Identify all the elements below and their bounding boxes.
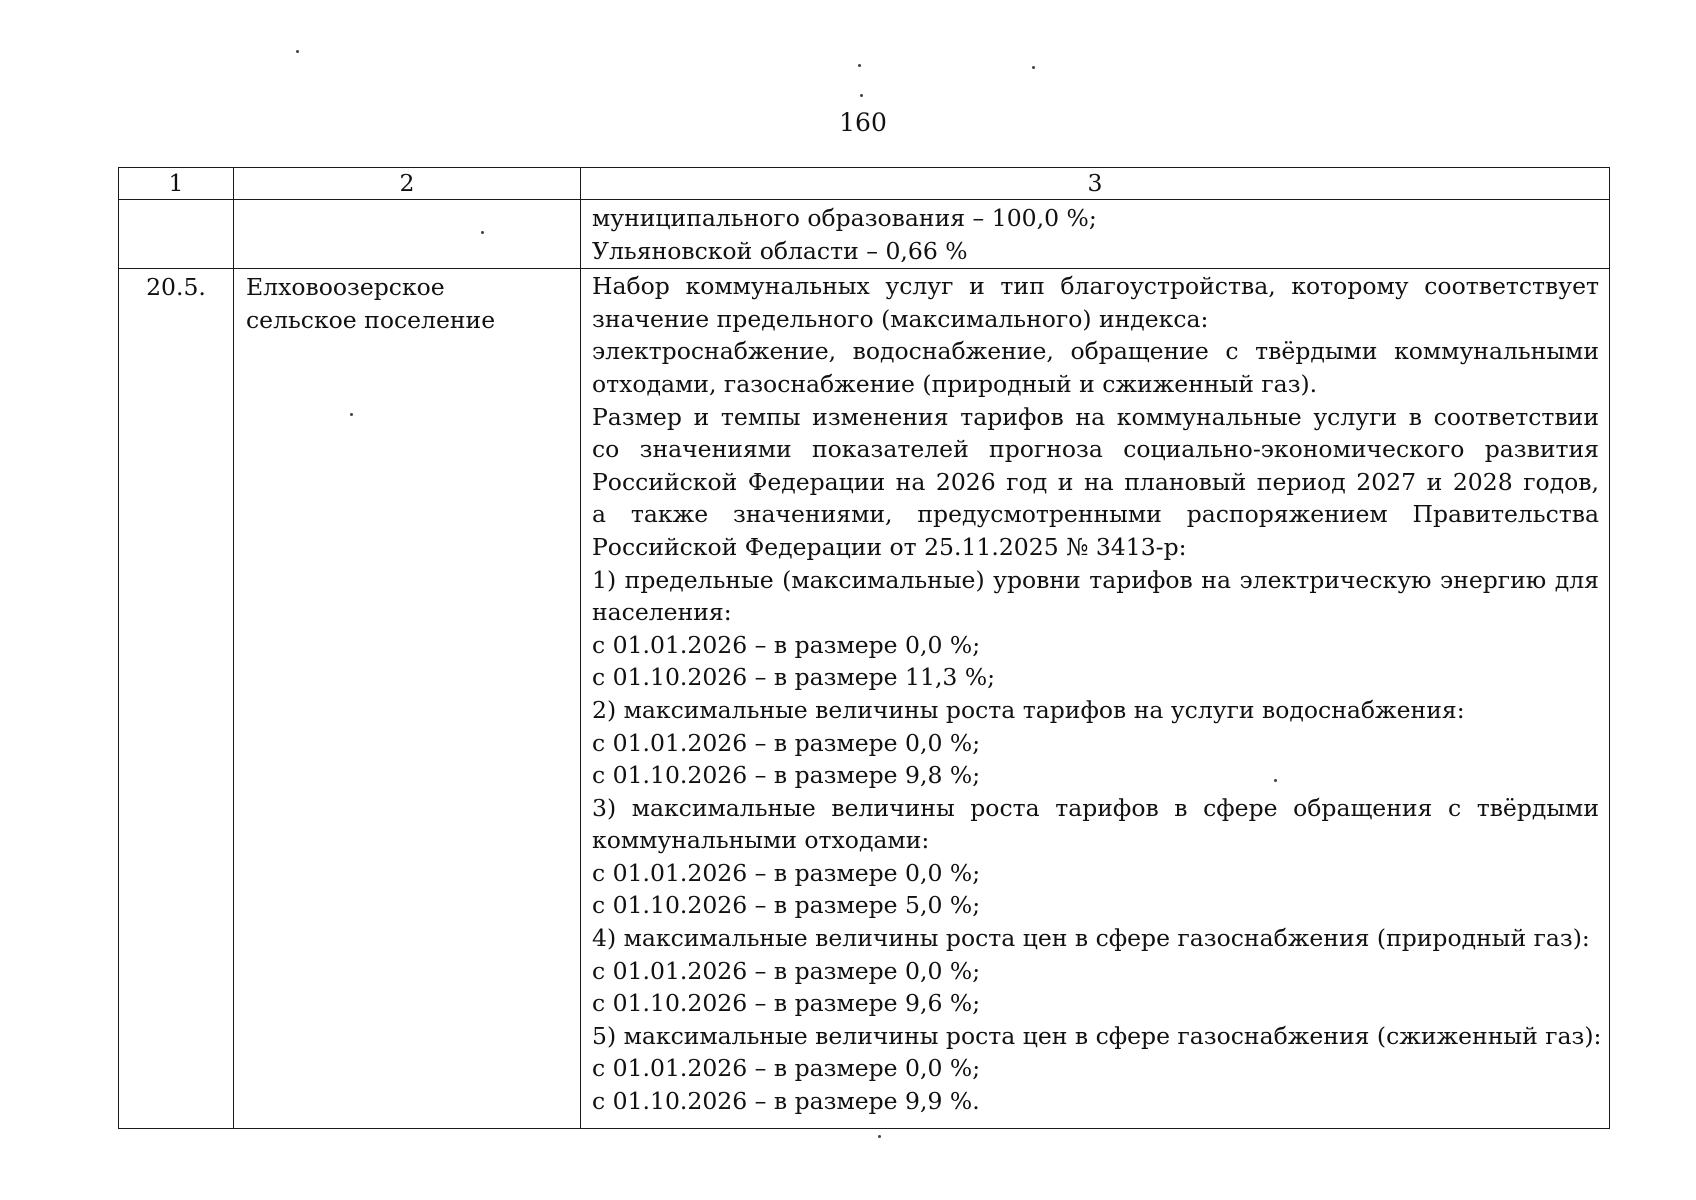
text-line: с 01.01.2026 – в размере 0,0 %; [592, 728, 981, 757]
text-line: 4) максимальные величины роста цен в сфере газоснабжения (природный газ): [592, 924, 1590, 953]
text-line: электроснабжение, водоснабжение, обращение с твёрдыми коммунальными [592, 337, 1599, 366]
text-line: Российской Федерации от 25.11.2025 № 3413-р: [592, 532, 1187, 561]
column-header-1: 1 [119, 168, 234, 200]
tariff-description-cell [581, 269, 1610, 1128]
text-line: Российской Федерации на 2026 год и на плановый период 2027 и 2028 годов, [592, 467, 1599, 496]
text-line: с 01.01.2026 – в размере 0,0 %; [592, 858, 981, 887]
text-line: Ульяновской области – 0,66 % [592, 236, 968, 265]
scan-speck [878, 1135, 881, 1138]
continuation-text-cell [581, 200, 1610, 269]
settlement-name-line: сельское поселение [246, 305, 496, 334]
scan-speck [1032, 66, 1035, 69]
text-line: с 01.10.2026 – в размере 9,8 %; [592, 761, 981, 790]
text-line: значение предельного (максимального) индекса: [592, 304, 1209, 333]
text-line: а также значениями, предусмотренными распоряжением Правительства [592, 500, 1599, 529]
continuation-row [119, 200, 1610, 269]
scan-speck [296, 50, 299, 53]
text-line: Размер и темпы изменения тарифов на коммунальные услуги в соответствии [592, 402, 1599, 431]
text-line: 5) максимальные величины роста цен в сфере газоснабжения (сжиженный газ): [592, 1021, 1602, 1050]
continuation-name-cell [234, 200, 581, 269]
text-line: со значениями показателей прогноза социально-экономического развития [592, 435, 1599, 464]
column-header-3: 3 [581, 168, 1610, 200]
text-line: с 01.01.2026 – в размере 0,0 %; [592, 630, 981, 659]
text-line: муниципального образования – 100,0 %; [592, 204, 1097, 232]
text-line: с 01.01.2026 – в размере 0,0 %; [592, 1054, 981, 1083]
table-header-row [119, 168, 1610, 200]
table-row [119, 269, 1610, 1128]
tariff-table [118, 167, 1610, 1129]
scan-speck [860, 94, 863, 97]
settlement-name-cell [234, 269, 581, 1128]
text-line: с 01.10.2026 – в размере 5,0 %; [592, 891, 981, 920]
text-line: 3) максимальные величины роста тарифов в сфере обращения с твёрдыми [592, 793, 1599, 822]
column-header-2: 2 [234, 168, 581, 200]
text-line: коммунальными отходами: [592, 826, 930, 855]
text-line: с 01.01.2026 – в размере 0,0 %; [592, 956, 981, 985]
text-line: Набор коммунальных услуг и тип благоустройства, которому соответствует [592, 272, 1599, 301]
scan-speck [858, 64, 861, 67]
page-number: 160 [839, 108, 887, 137]
continuation-number-cell [119, 200, 234, 269]
text-line: населения: [592, 598, 732, 627]
text-line: 2) максимальные величины роста тарифов на услуги водоснабжения: [592, 695, 1465, 724]
text-line: 1) предельные (максимальные) уровни тарифов на электрическую энергию для [592, 565, 1599, 594]
text-line: с 01.10.2026 – в размере 11,3 %; [592, 663, 996, 692]
text-line: с 01.10.2026 – в размере 9,9 %. [592, 1087, 980, 1116]
settlement-name-line: Елховоозерское [246, 273, 445, 302]
text-line: с 01.10.2026 – в размере 9,6 %; [592, 989, 981, 1018]
text-line: отходами, газоснабжение (природный и сжиженный газ). [592, 369, 1318, 398]
row-number: 20.5. [119, 269, 234, 1128]
